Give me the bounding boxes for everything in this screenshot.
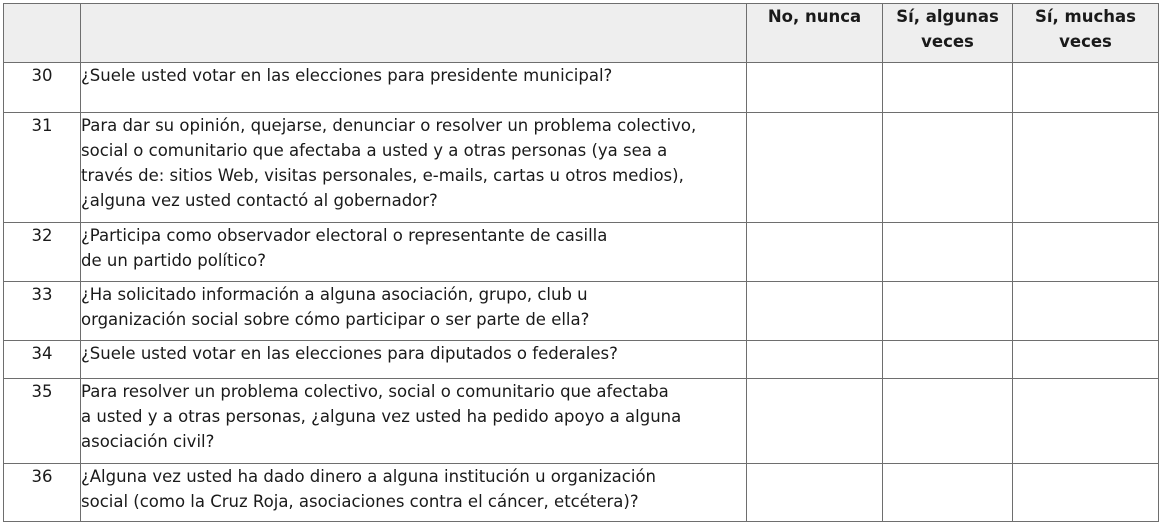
- header-option-algunas-veces: [883, 4, 1013, 63]
- header-row: [4, 4, 1159, 63]
- question-line: ¿Suele usted votar en las elecciones para presidente municipal?: [81, 66, 613, 85]
- question-row: [4, 464, 1159, 522]
- question-text: [81, 341, 747, 379]
- answer-cell-algunas-veces[interactable]: [883, 341, 1013, 379]
- answer-cell-muchas-veces[interactable]: [1013, 379, 1159, 464]
- question-number: 34: [4, 341, 81, 379]
- question-text: [81, 282, 747, 341]
- question-line: Para resolver un problema colectivo, social o comunitario que afectaba: [81, 382, 669, 401]
- question-row: [4, 341, 1159, 379]
- question-number: 32: [4, 223, 81, 282]
- question-text: [81, 379, 747, 464]
- question-row: [4, 282, 1159, 341]
- answer-cell-algunas-veces[interactable]: [883, 379, 1013, 464]
- question-line: de un partido político?: [81, 251, 266, 270]
- answer-cell-algunas-veces[interactable]: [883, 282, 1013, 341]
- question-line: social o comunitario que afectaba a usted y a otras personas (ya sea a: [81, 141, 668, 160]
- header-number-cell: [4, 4, 81, 63]
- question-line: ¿Suele usted votar en las elecciones para diputados o federales?: [81, 344, 618, 363]
- header-option-muchas-veces: [1013, 4, 1159, 63]
- question-line: organización social sobre cómo participar o ser parte de ella?: [81, 310, 590, 329]
- question-line: social (como la Cruz Roja, asociaciones contra el cáncer, etcétera)?: [81, 492, 639, 511]
- answer-cell-algunas-veces[interactable]: [883, 63, 1013, 113]
- header-option-line: Sí, muchas: [1035, 7, 1136, 26]
- question-line: ¿alguna vez usted contactó al gobernador?: [81, 191, 438, 210]
- answer-cell-no-nunca[interactable]: [747, 464, 883, 522]
- question-line: asociación civil?: [81, 432, 215, 451]
- question-line: través de: sitios Web, visitas personales, e-mails, cartas u otros medios),: [81, 166, 684, 185]
- header-option-no-nunca: [747, 4, 883, 63]
- question-text: [81, 113, 747, 223]
- answer-cell-algunas-veces[interactable]: [883, 113, 1013, 223]
- question-number: 33: [4, 282, 81, 341]
- answer-cell-no-nunca[interactable]: [747, 223, 883, 282]
- header-option-line: Sí, algunas: [896, 7, 999, 26]
- question-row: [4, 63, 1159, 113]
- question-row: [4, 113, 1159, 223]
- question-line: a usted y a otras personas, ¿alguna vez usted ha pedido apoyo a alguna: [81, 407, 682, 426]
- question-row: [4, 379, 1159, 464]
- question-line: Para dar su opinión, quejarse, denunciar o resolver un problema colectivo,: [81, 116, 697, 135]
- question-line: ¿Participa como observador electoral o representante de casilla: [81, 226, 608, 245]
- answer-cell-muchas-veces[interactable]: [1013, 464, 1159, 522]
- answer-cell-no-nunca[interactable]: [747, 341, 883, 379]
- answer-cell-no-nunca[interactable]: [747, 113, 883, 223]
- question-number: 35: [4, 379, 81, 464]
- question-number: 36: [4, 464, 81, 522]
- question-number: 30: [4, 63, 81, 113]
- header-option-line: veces: [1059, 32, 1112, 51]
- answer-cell-no-nunca[interactable]: [747, 63, 883, 113]
- question-number: 31: [4, 113, 81, 223]
- answer-cell-algunas-veces[interactable]: [883, 223, 1013, 282]
- answer-cell-muchas-veces[interactable]: [1013, 282, 1159, 341]
- question-text: [81, 63, 747, 113]
- header-option-line: veces: [921, 32, 974, 51]
- question-text: [81, 223, 747, 282]
- answer-cell-muchas-veces[interactable]: [1013, 223, 1159, 282]
- question-row: [4, 223, 1159, 282]
- answer-cell-no-nunca[interactable]: [747, 282, 883, 341]
- answer-cell-no-nunca[interactable]: [747, 379, 883, 464]
- answer-cell-muchas-veces[interactable]: [1013, 113, 1159, 223]
- answer-cell-algunas-veces[interactable]: [883, 464, 1013, 522]
- survey-table: [3, 3, 1159, 522]
- question-line: ¿Ha solicitado información a alguna asociación, grupo, club u: [81, 285, 588, 304]
- header-option-line: No, nunca: [767, 7, 862, 26]
- header-question-cell: [81, 4, 747, 63]
- question-line: ¿Alguna vez usted ha dado dinero a alguna institución u organización: [81, 467, 656, 486]
- answer-cell-muchas-veces[interactable]: [1013, 63, 1159, 113]
- answer-cell-muchas-veces[interactable]: [1013, 341, 1159, 379]
- question-text: [81, 464, 747, 522]
